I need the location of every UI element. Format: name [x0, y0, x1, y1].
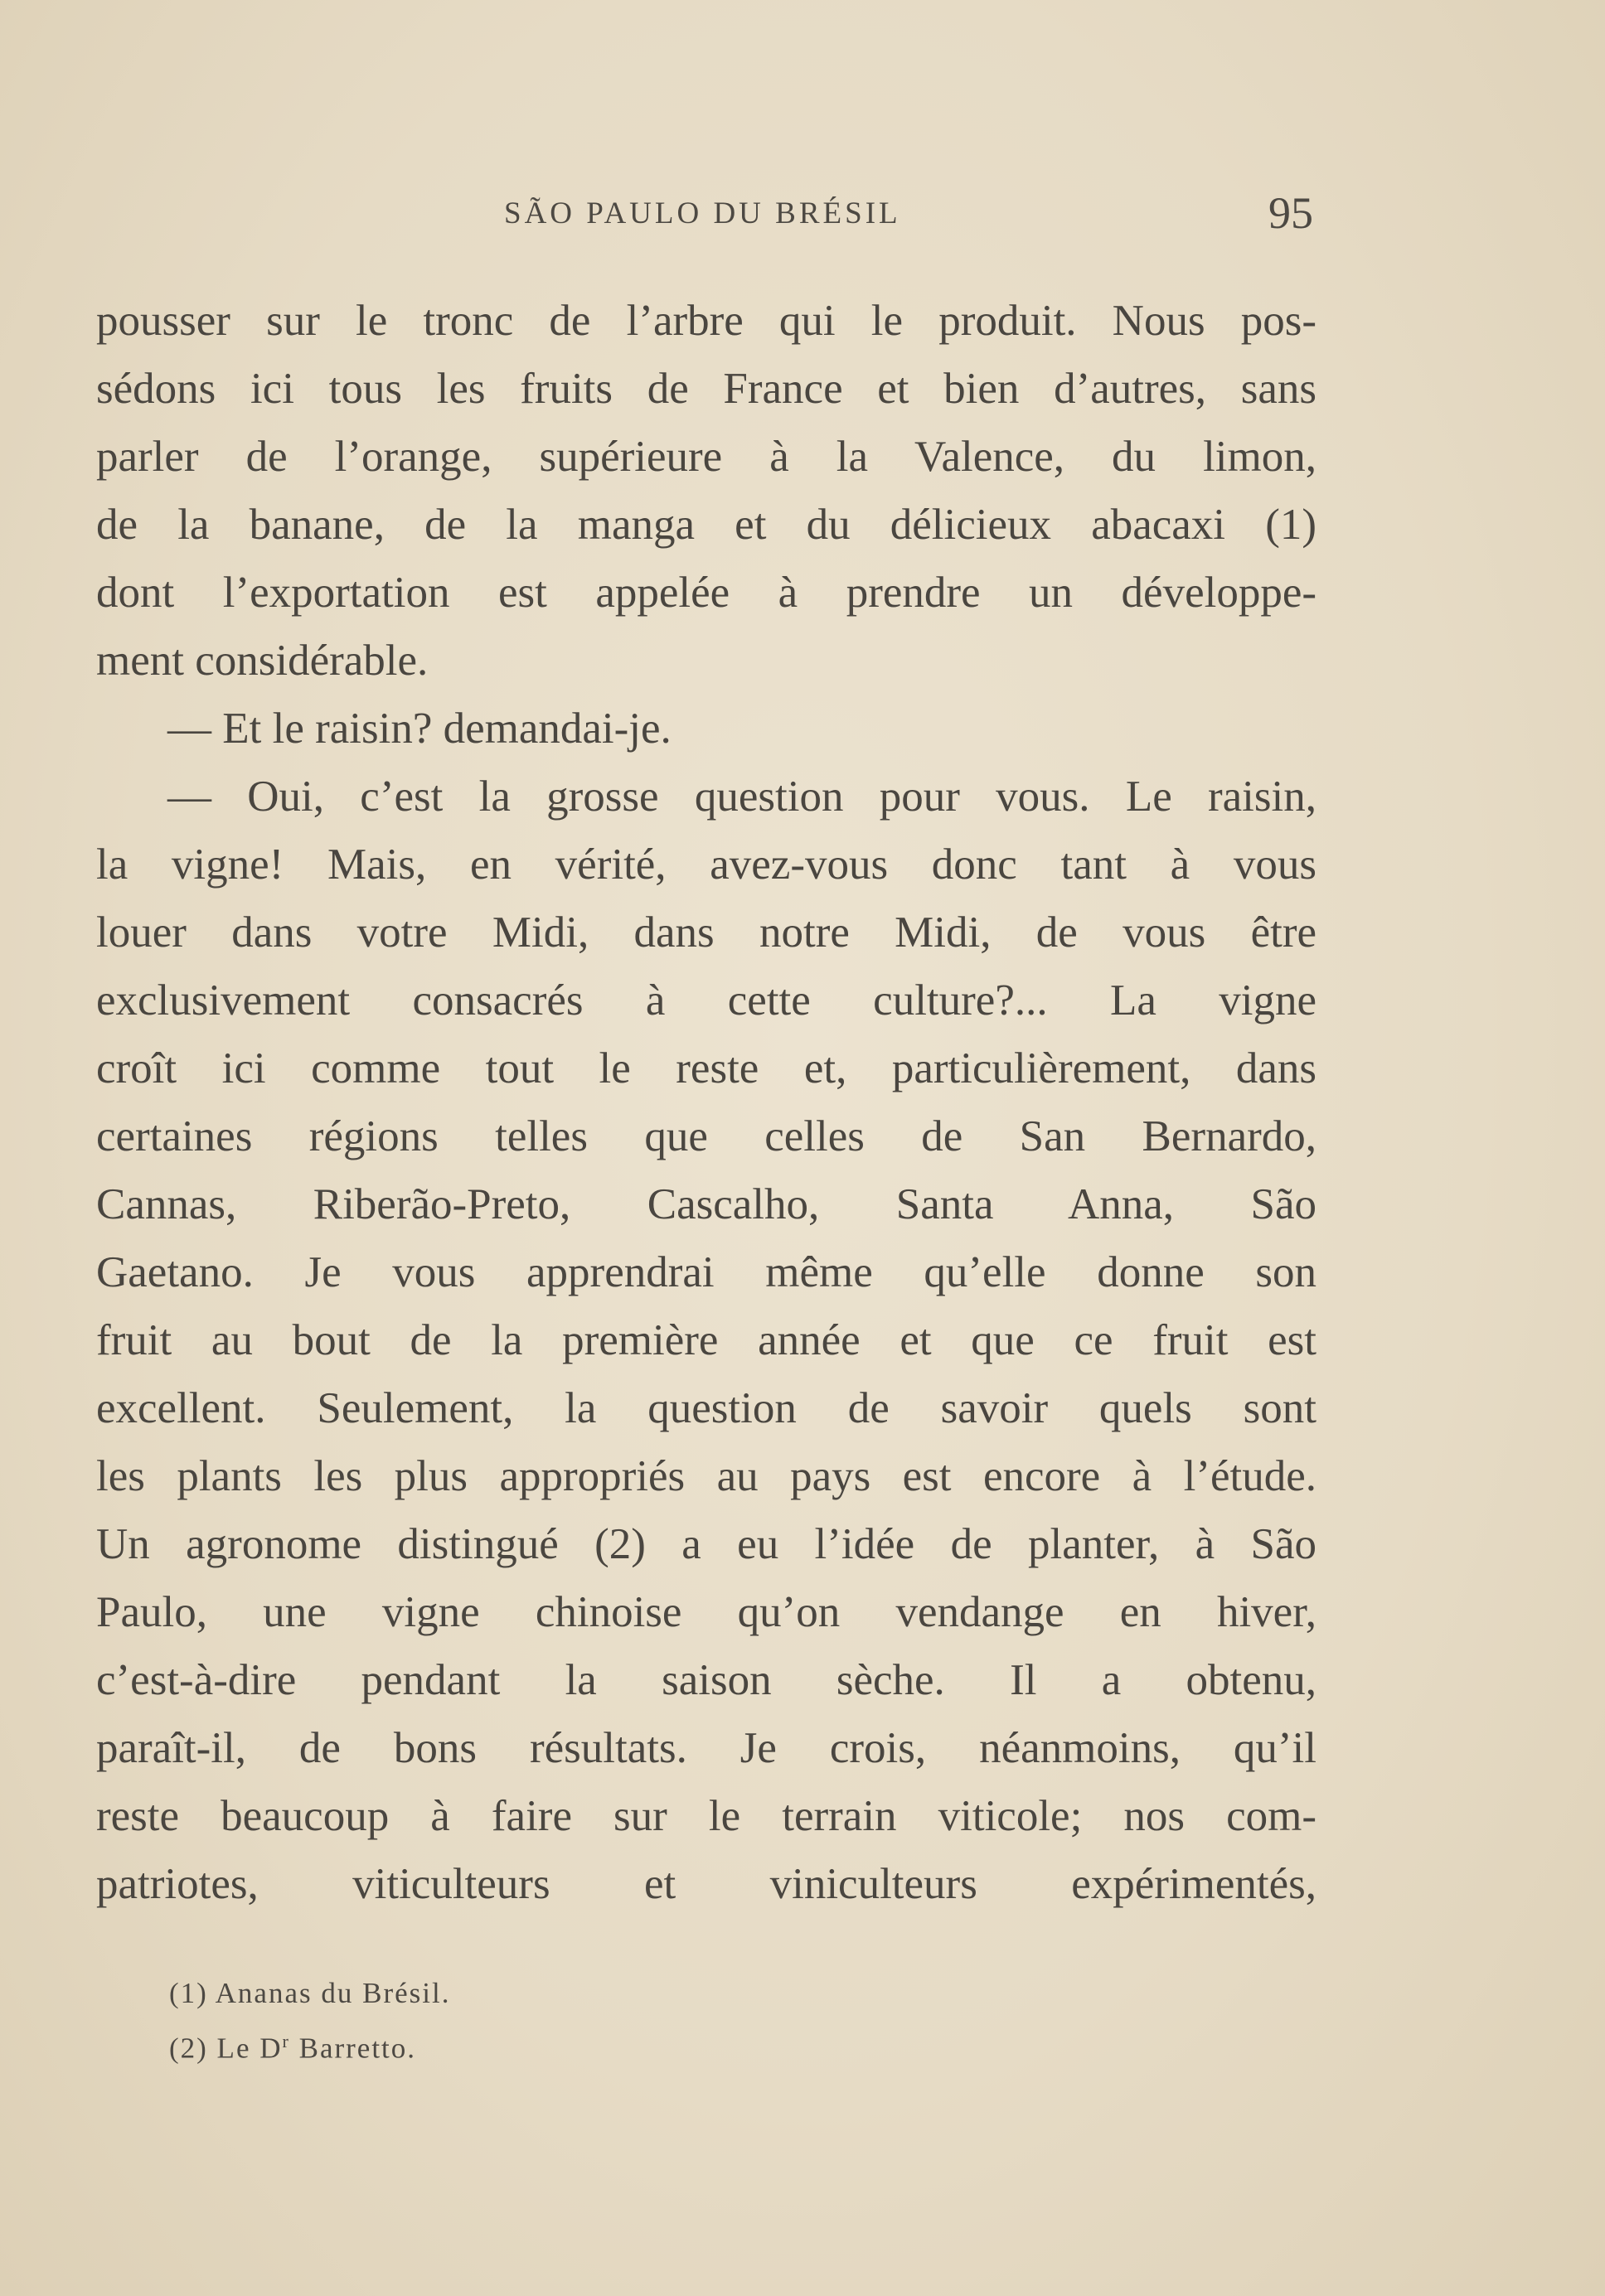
- footnote-2-suffix: Barretto.: [289, 2032, 417, 2065]
- text-line: louer dans votre Midi, dans notre Midi, de vous être: [96, 908, 1316, 957]
- text-line: exclusivement consacrés à cette culture?... La vigne: [96, 976, 1316, 1024]
- text-line: reste beaucoup à faire sur le terrain viticole; nos com-: [96, 1792, 1316, 1840]
- text-line: dont l’exportation est appelée à prendre un développe-: [96, 569, 1316, 617]
- text-line: Cannas, Riberão-Preto, Cascalho, Santa Anna, São: [96, 1180, 1316, 1228]
- text-line: de la banane, de la manga et du délicieux abacaxi (1): [96, 501, 1316, 549]
- body-text: [96, 287, 1316, 1918]
- text-line: — Et le raisin? demandai-je.: [167, 705, 672, 753]
- text-line: Gaetano. Je vous apprendrai même qu’elle donne son: [96, 1248, 1316, 1296]
- text-line: croît ici comme tout le reste et, particulièrement, dans: [96, 1044, 1316, 1092]
- text-line: paraît-il, de bons résultats. Je crois, néanmoins, qu’il: [96, 1724, 1316, 1772]
- text-line: sédons ici tous les fruits de France et bien d’autres, sans: [96, 365, 1316, 413]
- text-line: pousser sur le tronc de l’arbre qui le produit. Nous pos-: [96, 297, 1316, 345]
- footnotes: [169, 1969, 450, 2066]
- page-number: 95: [1268, 188, 1313, 238]
- text-line: parler de l’orange, supérieure à la Valence, du limon,: [96, 433, 1316, 481]
- text-line: fruit au bout de la première année et que ce fruit est: [96, 1316, 1316, 1364]
- running-title: SÃO PAULO DU BRÉSIL: [504, 196, 901, 230]
- text-line: — Oui, c’est la grosse question pour vous. Le raisin,: [167, 773, 1316, 821]
- text-line: patriotes, viticulteurs et viniculteurs expérimentés,: [96, 1860, 1316, 1908]
- footnote-2-prefix: (2) Le D: [169, 2032, 283, 2065]
- text-line: certaines régions telles que celles de San Bernardo,: [96, 1112, 1316, 1160]
- text-line: excellent. Seulement, la question de savoir quels sont: [96, 1384, 1316, 1432]
- text-line: c’est-à-dire pendant la saison sèche. Il a obtenu,: [96, 1656, 1316, 1704]
- text-line: la vigne! Mais, en vérité, avez-vous donc tant à vous: [96, 840, 1316, 889]
- text-line: ment considérable.: [96, 637, 429, 685]
- text-line: Un agronome distingué (2) a eu l’idée de planter, à São: [96, 1520, 1316, 1568]
- text-line: les plants les plus appropriés au pays est encore à l’étude.: [96, 1452, 1316, 1500]
- footnote-2-superscript: r: [282, 2031, 290, 2051]
- text-line: Paulo, une vigne chinoise qu’on vendange en hiver,: [96, 1588, 1316, 1636]
- footnote-1: (1) Ananas du Brésil.: [169, 1977, 451, 2009]
- footnote-2: [169, 2017, 450, 2066]
